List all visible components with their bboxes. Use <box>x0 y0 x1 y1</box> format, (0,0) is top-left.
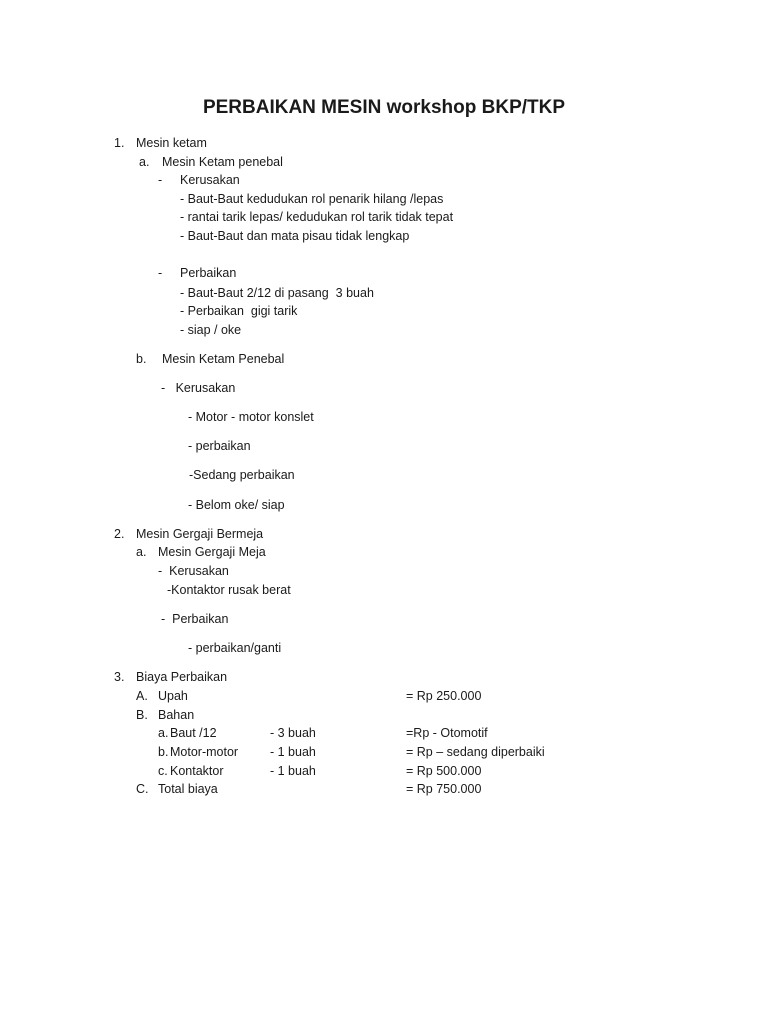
item-1b-line: -Sedang perbaikan <box>189 468 295 482</box>
section-2-number: 2. <box>114 527 125 541</box>
section-3-label: Biaya Perbaikan <box>136 670 228 684</box>
material-qty: - 1 buah <box>270 764 316 778</box>
item-1b-line: - Motor - motor konslet <box>188 410 314 424</box>
material-name: Kontaktor <box>170 764 224 778</box>
item-1a-damage-line: - rantai tarik lepas/ kedudukan rol tarik tidak tepat <box>180 210 454 224</box>
item-1a-label: Mesin Ketam penebal <box>162 155 283 169</box>
material-number: a. <box>158 726 169 740</box>
cost-a-label: Upah <box>158 689 188 703</box>
item-2a-damage-label: - Kerusakan <box>158 564 229 578</box>
cost-a-number: A. <box>136 689 148 703</box>
material-qty: - 1 buah <box>270 745 316 759</box>
material-qty: - 3 buah <box>270 726 316 740</box>
cost-c-value: = Rp 750.000 <box>406 782 482 796</box>
item-1a-repair-line: - Baut-Baut 2/12 di pasang 3 buah <box>180 286 374 300</box>
material-number: c. <box>158 764 168 778</box>
item-1b-number: b. <box>136 352 147 366</box>
item-1b-damage-label: - Kerusakan <box>161 381 236 395</box>
section-2-label: Mesin Gergaji Bermeja <box>136 527 264 541</box>
item-1a-number: a. <box>139 155 150 169</box>
material-number: b. <box>158 745 169 759</box>
item-2a-damage-line: -Kontaktor rusak berat <box>167 583 291 597</box>
section-1-label: Mesin ketam <box>136 136 207 150</box>
item-1b-line: - Belom oke/ siap <box>188 498 285 512</box>
material-cost: = Rp – sedang diperbaiki <box>406 745 545 759</box>
item-1a-repair-label: Perbaikan <box>180 266 237 280</box>
item-2a-repair-line: - perbaikan/ganti <box>188 641 282 655</box>
cost-b-number: B. <box>136 708 148 722</box>
item-1a-repair-line: - siap / oke <box>180 323 242 337</box>
item-1a-repair-line: - Perbaikan gigi tarik <box>180 304 298 318</box>
item-1a-damage-label: Kerusakan <box>180 173 240 187</box>
item-1a-repair-dash: - <box>158 266 163 280</box>
material-name: Motor-motor <box>170 745 239 759</box>
section-3-number: 3. <box>114 670 125 684</box>
cost-b-label: Bahan <box>158 708 195 722</box>
material-cost: = Rp 500.000 <box>406 764 482 778</box>
item-1b-label: Mesin Ketam Penebal <box>162 352 285 366</box>
cost-a-value: = Rp 250.000 <box>406 689 482 703</box>
item-1a-damage-dash: - <box>158 173 163 187</box>
item-1b-line: - perbaikan <box>188 439 251 453</box>
material-name: Baut /12 <box>170 726 217 740</box>
item-2a-label: Mesin Gergaji Meja <box>158 545 266 559</box>
cost-c-label: Total biaya <box>158 782 218 796</box>
section-1-number: 1. <box>114 136 125 150</box>
material-cost: =Rp - Otomotif <box>406 726 488 740</box>
page-title: PERBAIKAN MESIN workshop BKP/TKP <box>202 97 566 118</box>
item-2a-number: a. <box>136 545 147 559</box>
item-1a-damage-line: - Baut-Baut dan mata pisau tidak lengkap <box>180 229 410 243</box>
cost-c-number: C. <box>136 782 149 796</box>
item-1a-damage-line: - Baut-Baut kedudukan rol penarik hilang /lepas <box>180 192 444 206</box>
item-2a-repair-label: - Perbaikan <box>161 612 229 626</box>
